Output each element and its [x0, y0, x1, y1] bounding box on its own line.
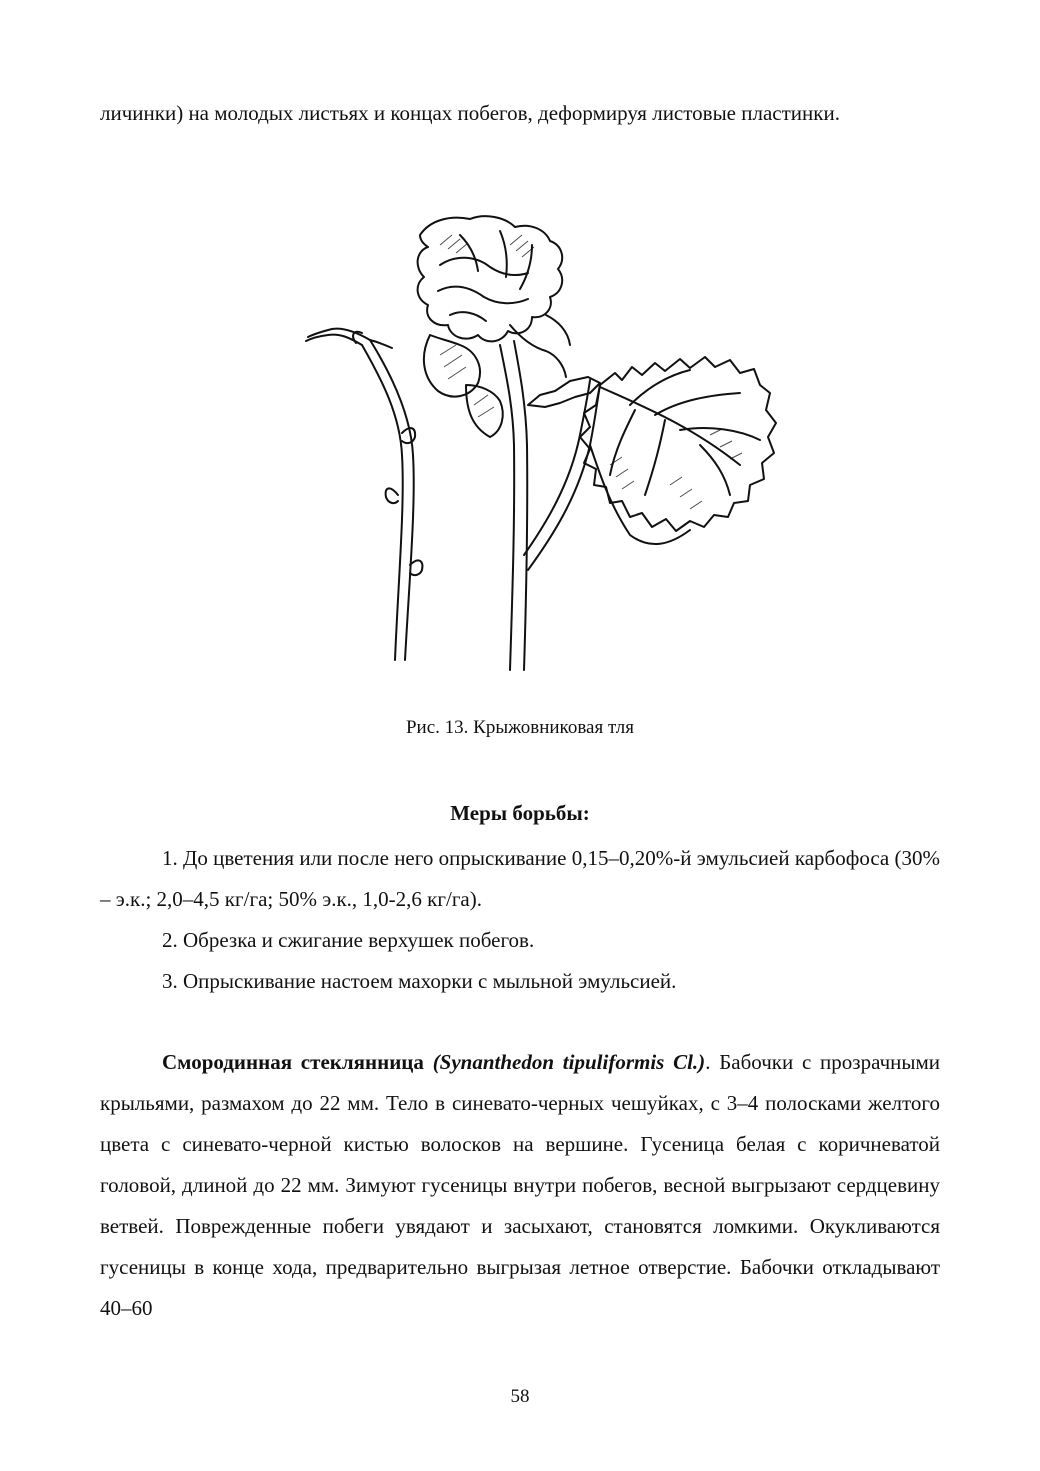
species-name: Смородинная стеклянница	[162, 1050, 424, 1074]
gooseberry-aphid-drawing	[270, 205, 790, 675]
species-latin-name: (Synanthedon tipuliformis Cl.)	[432, 1050, 706, 1074]
measures-heading: Меры борьбы:	[450, 801, 590, 825]
measures-item: 3. Опрыскивание настоем махорки с мыльной эмульсией.	[162, 969, 677, 993]
measures-list	[100, 838, 940, 1002]
species-section	[100, 1042, 940, 1329]
measures-item: 1. До цветения или после него опрыскивание 0,15–0,20%-й эмульсией карбофоса (30% – э.к.; 2,0–4,5 кг/га; 50% э.к., 1,0-2,6 кг/га).	[100, 846, 940, 911]
species-paragraph	[100, 1042, 940, 1329]
figure-illustration	[270, 205, 790, 675]
intro-paragraph: личинки) на молодых листьях и концах побегов, деформируя листовые пластинки.	[100, 101, 840, 125]
measures-item: 2. Обрезка и сжигание верхушек побегов.	[162, 928, 535, 952]
species-description: . Бабочки с прозрачными крыльями, размахом до 22 мм. Тело в синевато-черных чешуйках, с 3–4 полосками желтого цвета с синевато-черной кистью волосков на вершине. Гусеница белая с коричневатой головой, длиной до 22 мм. Зимуют гусеницы внутри побегов, весной выгрызают сердцевину ветвей. Поврежденные побеги увядают и засыхают, становятся ломкими. Окукливаются гусеницы в конце хода, предварительно выгрызая летное отверстие. Бабочки откладывают 40–60	[100, 1050, 941, 1320]
figure-caption: Рис. 13. Крыжовниковая тля	[405, 717, 635, 738]
page-number: 58	[510, 1386, 530, 1407]
